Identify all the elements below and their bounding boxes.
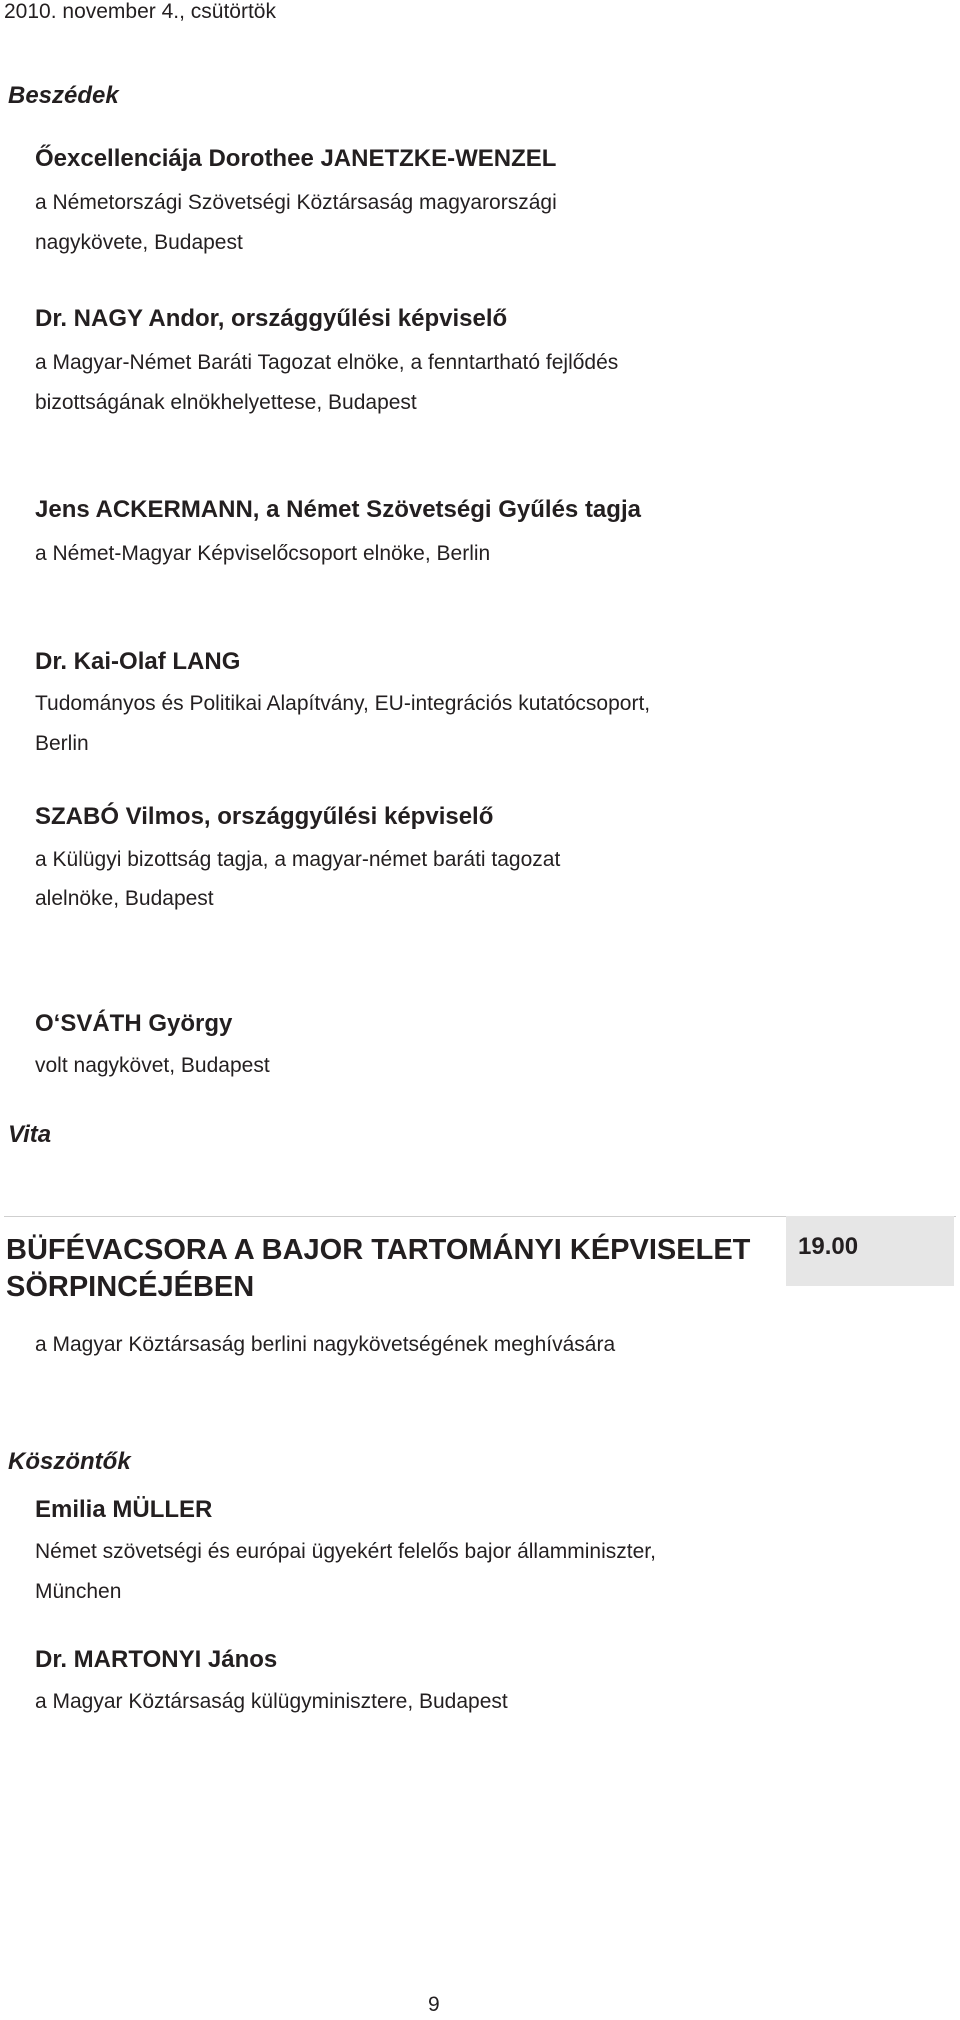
speaker-name: Dr. Kai-Olaf LANG [35, 648, 241, 675]
section-heading-speeches: Beszédek [8, 82, 119, 109]
speaker-desc-line: a Németországi Szövetségi Köztársaság magyarországi [35, 191, 557, 214]
speaker-desc-line: volt nagykövet, Budapest [35, 1054, 270, 1077]
speaker-desc-line: a Magyar-Német Baráti Tagozat elnöke, a fenntartható fejlődés [35, 351, 619, 374]
greeter-name: Emilia MÜLLER [35, 1496, 213, 1523]
greeter-name: Dr. MARTONYI János [35, 1646, 278, 1673]
speaker-desc-line: Berlin [35, 732, 89, 755]
speaker-desc-line: nagykövete, Budapest [35, 231, 243, 254]
speaker-name: SZABÓ Vilmos, országgyűlési képviselő [35, 803, 494, 830]
section-heading-greetings: Köszöntők [8, 1448, 131, 1475]
section-heading-debate: Vita [8, 1121, 52, 1148]
event-title: BÜFÉVACSORA A BAJOR TARTOMÁNYI KÉPVISELET SÖRPINCÉJÉBEN [6, 1234, 751, 1303]
page-number: 9 [428, 1993, 440, 2016]
speaker-name: Őexcellenciája Dorothee JANETZKE-WENZEL [35, 145, 557, 172]
greeter-desc-line: Német szövetségi és európai ügyekért felelős bajor államminiszter, [35, 1540, 656, 1563]
speaker-desc-line: alelnöke, Budapest [35, 887, 214, 910]
greeter-desc-line: München [35, 1580, 122, 1603]
speaker-name: O‘SVÁTH György [35, 1010, 233, 1037]
page-date: 2010. november 4., csütörtök [4, 0, 276, 23]
greeter-desc-line: a Magyar Köztársaság külügyminisztere, Budapest [35, 1690, 508, 1713]
speaker-desc-line: a Német-Magyar Képviselőcsoport elnöke, Berlin [35, 542, 491, 565]
speaker-desc-line: Tudományos és Politikai Alapítvány, EU-integrációs kutatócsoport, [35, 692, 651, 715]
speaker-desc-line: bizottságának elnökhelyettese, Budapest [35, 391, 417, 414]
event-invitation: a Magyar Köztársaság berlini nagykövetségének meghívására [35, 1333, 616, 1356]
speaker-name: Jens ACKERMANN, a Német Szövetségi Gyűlés tagja [35, 496, 641, 523]
speaker-name: Dr. NAGY Andor, országgyűlési képviselő [35, 305, 508, 332]
speaker-desc-line: a Külügyi bizottság tagja, a magyar-német baráti tagozat [35, 848, 561, 871]
event-time: 19.00 [798, 1233, 859, 1260]
